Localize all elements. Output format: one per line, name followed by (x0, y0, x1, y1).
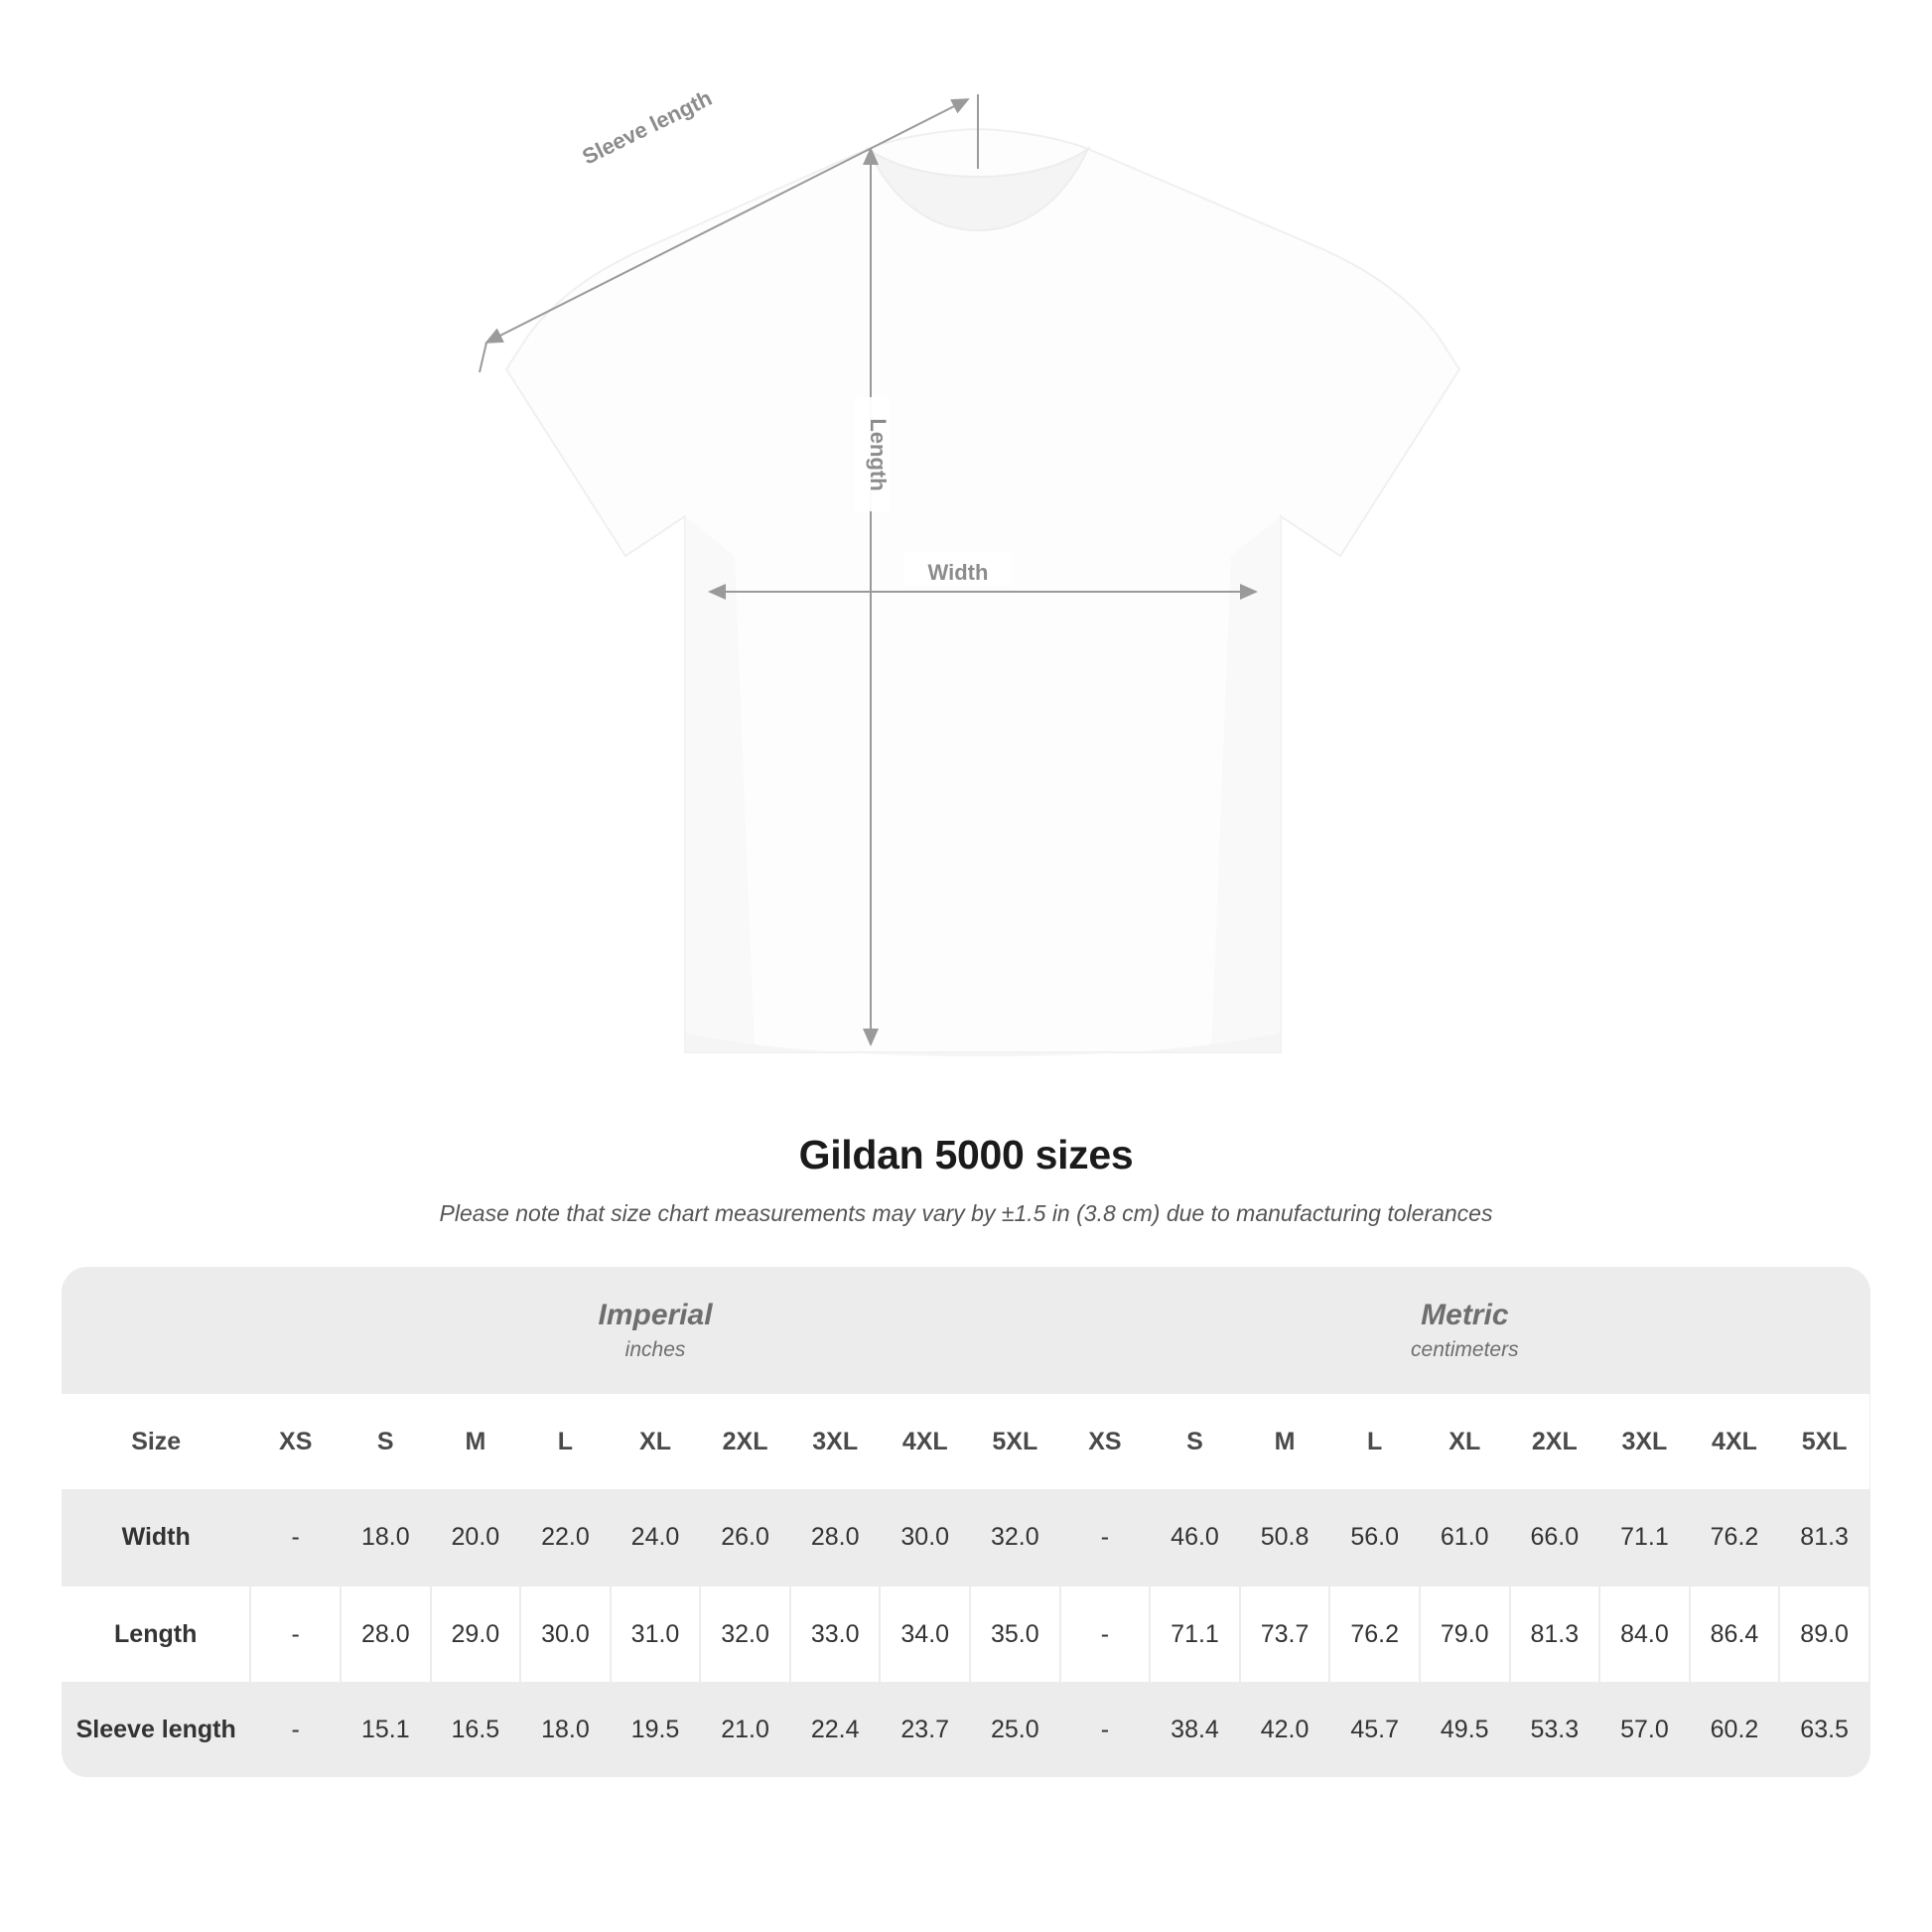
header-metric-xs: XS (1060, 1394, 1151, 1489)
cell-sleeve-imperial-l: 18.0 (520, 1682, 611, 1777)
row-label-sleeve-length: Sleeve length (62, 1682, 250, 1777)
cell-length-metric-s: 71.1 (1150, 1586, 1240, 1682)
length-label: Length (866, 418, 891, 491)
header-metric-2xl: 2XL (1510, 1394, 1600, 1489)
header-imperial-xs: XS (250, 1394, 341, 1489)
cell-length-metric-4xl: 86.4 (1690, 1586, 1780, 1682)
row-label-length: Length (62, 1586, 250, 1682)
header-metric-5xl: 5XL (1779, 1394, 1869, 1489)
header-size: Size (62, 1394, 250, 1489)
cell-width-imperial-s: 18.0 (341, 1489, 431, 1586)
cell-width-imperial-l: 22.0 (520, 1489, 611, 1586)
cell-length-metric-m: 73.7 (1240, 1586, 1330, 1682)
header-metric-m: M (1240, 1394, 1330, 1489)
cell-length-imperial-m: 29.0 (431, 1586, 521, 1682)
cell-sleeve-imperial-5xl: 25.0 (970, 1682, 1060, 1777)
cell-width-metric-xl: 61.0 (1420, 1489, 1510, 1586)
cell-sleeve-imperial-xs: - (250, 1682, 341, 1777)
header-metric-4xl: 4XL (1690, 1394, 1780, 1489)
cell-sleeve-imperial-3xl: 22.4 (790, 1682, 881, 1777)
header-imperial-2xl: 2XL (700, 1394, 790, 1489)
size-table (62, 1267, 1870, 1777)
unit-header-imperial (250, 1267, 1059, 1394)
cell-sleeve-imperial-s: 15.1 (341, 1682, 431, 1777)
cell-sleeve-imperial-2xl: 21.0 (700, 1682, 790, 1777)
cell-sleeve-imperial-m: 16.5 (431, 1682, 521, 1777)
cell-width-metric-s: 46.0 (1150, 1489, 1240, 1586)
imperial-title: Imperial (598, 1299, 713, 1331)
cell-width-metric-3xl: 71.1 (1599, 1489, 1690, 1586)
page-title: Gildan 5000 sizes (798, 1132, 1134, 1177)
cell-sleeve-metric-m: 42.0 (1240, 1682, 1330, 1777)
cell-width-imperial-m: 20.0 (431, 1489, 521, 1586)
header-imperial-5xl: 5XL (970, 1394, 1060, 1489)
table-row (62, 1586, 1869, 1682)
tolerance-note: Please note that size chart measurements may vary by ±1.5 in (3.8 cm) due to manufacturing tolerances (439, 1200, 1493, 1226)
header-imperial-3xl: 3XL (790, 1394, 881, 1489)
imperial-subtitle: inches (624, 1338, 686, 1361)
cell-length-imperial-2xl: 32.0 (700, 1586, 790, 1682)
header-metric-xl: XL (1420, 1394, 1510, 1489)
cell-width-metric-2xl: 66.0 (1510, 1489, 1600, 1586)
cell-sleeve-metric-4xl: 60.2 (1690, 1682, 1780, 1777)
cell-width-imperial-2xl: 26.0 (700, 1489, 790, 1586)
size-header-row (62, 1394, 1869, 1489)
cell-length-metric-xl: 79.0 (1420, 1586, 1510, 1682)
cell-width-metric-xs: - (1060, 1489, 1151, 1586)
cell-sleeve-metric-s: 38.4 (1150, 1682, 1240, 1777)
cell-length-imperial-l: 30.0 (520, 1586, 611, 1682)
cell-sleeve-metric-xs: - (1060, 1682, 1151, 1777)
metric-title: Metric (1421, 1299, 1509, 1331)
cell-sleeve-metric-xl: 49.5 (1420, 1682, 1510, 1777)
unit-header-spacer (62, 1267, 250, 1394)
cell-length-imperial-4xl: 34.0 (880, 1586, 970, 1682)
cell-length-imperial-xs: - (250, 1586, 341, 1682)
sleeve-length-label: Sleeve length (578, 84, 716, 170)
header-metric-3xl: 3XL (1599, 1394, 1690, 1489)
cell-width-metric-l: 56.0 (1329, 1489, 1420, 1586)
cell-sleeve-metric-5xl: 63.5 (1779, 1682, 1869, 1777)
cell-width-imperial-5xl: 32.0 (970, 1489, 1060, 1586)
cell-sleeve-metric-l: 45.7 (1329, 1682, 1420, 1777)
header-imperial-4xl: 4XL (880, 1394, 970, 1489)
cell-sleeve-imperial-4xl: 23.7 (880, 1682, 970, 1777)
cell-width-metric-4xl: 76.2 (1690, 1489, 1780, 1586)
unit-header-row (62, 1267, 1869, 1394)
table-row (62, 1682, 1869, 1777)
cell-length-metric-5xl: 89.0 (1779, 1586, 1869, 1682)
cell-length-metric-3xl: 84.0 (1599, 1586, 1690, 1682)
header-imperial-s: S (341, 1394, 431, 1489)
cell-length-imperial-5xl: 35.0 (970, 1586, 1060, 1682)
cell-length-metric-xs: - (1060, 1586, 1151, 1682)
header-imperial-xl: XL (611, 1394, 701, 1489)
header-imperial-l: L (520, 1394, 611, 1489)
row-label-width: Width (62, 1489, 250, 1586)
cell-length-imperial-3xl: 33.0 (790, 1586, 881, 1682)
cell-width-imperial-xs: - (250, 1489, 341, 1586)
cell-width-imperial-xl: 24.0 (611, 1489, 701, 1586)
table-row (62, 1489, 1869, 1586)
header-metric-s: S (1150, 1394, 1240, 1489)
cell-width-metric-m: 50.8 (1240, 1489, 1330, 1586)
cell-length-metric-2xl: 81.3 (1510, 1586, 1600, 1682)
width-label: Width (927, 560, 989, 585)
header-imperial-m: M (431, 1394, 521, 1489)
cell-length-imperial-xl: 31.0 (611, 1586, 701, 1682)
cell-width-imperial-3xl: 28.0 (790, 1489, 881, 1586)
header-metric-l: L (1329, 1394, 1420, 1489)
metric-subtitle: centimeters (1411, 1338, 1519, 1361)
unit-header-metric (1060, 1267, 1869, 1394)
title-block (0, 1132, 1932, 1227)
size-table-wrapper (62, 1267, 1870, 1777)
cell-width-imperial-4xl: 30.0 (880, 1489, 970, 1586)
cell-sleeve-imperial-xl: 19.5 (611, 1682, 701, 1777)
cell-length-imperial-s: 28.0 (341, 1586, 431, 1682)
cell-sleeve-metric-2xl: 53.3 (1510, 1682, 1600, 1777)
cell-length-metric-l: 76.2 (1329, 1586, 1420, 1682)
cell-width-metric-5xl: 81.3 (1779, 1489, 1869, 1586)
cell-sleeve-metric-3xl: 57.0 (1599, 1682, 1690, 1777)
